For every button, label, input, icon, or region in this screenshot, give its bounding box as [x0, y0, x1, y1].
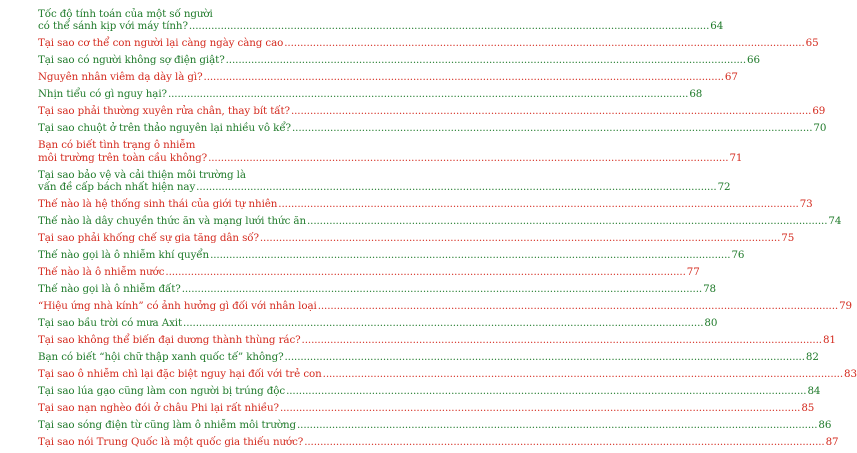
- dot-leader: [168, 88, 688, 100]
- toc-entry-title: Tại sao chuột ở trên thảo nguyên lại nhiều vô kể?: [38, 122, 291, 135]
- toc-entry-page-number: 81: [822, 334, 836, 347]
- toc-entry-title: Tại sao phải khống chế sự gia tăng dân số?: [38, 232, 259, 245]
- toc-entry: [38, 139, 743, 164]
- dot-leader: [286, 385, 806, 397]
- toc-entry-line: [38, 20, 724, 33]
- toc-entry: [38, 266, 700, 279]
- toc-entry-title: Tại sao sóng điện từ cũng làm ô nhiễm môi trường: [38, 419, 296, 432]
- toc-entry-title: Tại sao ô nhiễm chì lại đặc biệt nguy hại đối với trẻ con: [38, 368, 322, 381]
- toc-entry-title-lead: Tốc độ tính toán của một số người: [38, 8, 213, 20]
- toc-entry-line: [38, 334, 836, 347]
- dot-leader: [318, 300, 838, 312]
- toc-entry-title: Tại sao nói Trung Quốc là một quốc gia thiếu nước?: [38, 436, 304, 449]
- toc-entry-line: [38, 317, 718, 330]
- toc-entry-page-number: 80: [704, 317, 718, 330]
- toc-entry-title: môi trường trên toàn cầu không?: [38, 151, 208, 164]
- toc-entry: [38, 334, 836, 347]
- toc-entry-page-number: 75: [781, 232, 795, 245]
- dot-leader: [196, 181, 716, 193]
- toc-entry-page-number: 67: [724, 71, 738, 84]
- toc-entry: [38, 122, 827, 135]
- dot-leader: [278, 198, 798, 210]
- toc-entry-title-lead: Tại sao bảo vệ và cải thiện môi trường là: [38, 168, 246, 181]
- toc-entry-title: Thế nào là hệ thống sinh thái của giới tự nhiên: [38, 198, 278, 211]
- dot-leader: [204, 71, 724, 83]
- dot-leader: [304, 436, 824, 448]
- dot-leader: [302, 334, 822, 346]
- dot-leader: [291, 105, 811, 117]
- toc-entry-line: [38, 88, 703, 101]
- toc-entry-page-number: 79: [839, 300, 852, 313]
- toc-entry-page-number: 82: [805, 351, 819, 364]
- toc-entry: [38, 385, 821, 398]
- toc-entry-line: [38, 283, 716, 296]
- table-of-contents: [38, 8, 857, 453]
- toc-entry-line: [38, 105, 826, 118]
- toc-entry-title: vấn đề cấp bách nhất hiện nay: [38, 181, 196, 194]
- toc-entry-title-lead: Bạn có biết tình trạng ô nhiễm: [38, 139, 196, 152]
- toc-entry: [38, 54, 760, 67]
- toc-entry-title: Nhịn tiểu có gì nguy hại?: [38, 88, 167, 101]
- toc-entry: [38, 8, 724, 33]
- toc-entry-line: [38, 266, 700, 279]
- dot-leader: [285, 351, 805, 363]
- toc-entry-title: Thế nào là dây chuyền thức ăn và mạng lưới thức ăn: [38, 215, 306, 228]
- toc-entry-line: [38, 215, 842, 228]
- toc-entry-line: [38, 198, 813, 211]
- toc-entry-page-number: 70: [813, 122, 827, 135]
- dot-leader: [165, 266, 685, 278]
- toc-entry-page-number: 78: [703, 283, 716, 296]
- dot-leader: [292, 122, 812, 134]
- toc-entry: [38, 436, 839, 449]
- dot-leader: [307, 215, 827, 227]
- dot-leader: [284, 37, 804, 49]
- toc-entry: [38, 37, 819, 50]
- toc-entry: [38, 368, 857, 381]
- toc-entry-page-number: 76: [731, 249, 745, 262]
- toc-entry-page-number: 74: [828, 215, 842, 228]
- dot-leader: [280, 402, 800, 414]
- toc-entry-line: [38, 232, 795, 245]
- toc-entry-title: Tại sao bầu trời có mưa Axit: [38, 317, 183, 330]
- toc-entry-title: Tại sao phải thường xuyên rửa chân, thay bít tất?: [38, 105, 290, 118]
- toc-entry-line: [38, 436, 839, 449]
- dot-leader: [189, 20, 709, 32]
- toc-entry-title: “Hiệu ứng nhà kính” có ảnh hưởng gì đối với nhân loại: [38, 300, 317, 313]
- toc-entry: [38, 168, 731, 194]
- toc-entry-line: [38, 351, 819, 364]
- dot-leader: [297, 419, 817, 431]
- toc-entry: [38, 88, 703, 101]
- toc-entry-line: [38, 71, 738, 84]
- toc-entry-page-number: 83: [844, 368, 857, 381]
- dot-leader: [260, 232, 780, 244]
- toc-entry-line: [38, 151, 743, 164]
- toc-entry-title: Bạn có biết “hội chữ thập xanh quốc tế” không?: [38, 351, 284, 364]
- toc-entry: [38, 232, 795, 245]
- toc-entry-page-number: 77: [686, 266, 700, 279]
- toc-entry: [38, 71, 738, 84]
- toc-entry-page-number: 86: [818, 419, 832, 432]
- toc-entry-page-number: 66: [747, 54, 760, 67]
- toc-entry-page-number: 65: [805, 37, 819, 50]
- toc-entry-title: Thế nào là ô nhiễm nước: [38, 266, 165, 279]
- toc-entry-page-number: 73: [799, 198, 813, 211]
- toc-entry-title: Nguyên nhân viêm dạ dày là gì?: [38, 71, 203, 84]
- toc-entry-line: [38, 181, 731, 194]
- toc-entry-title: có thể sánh kịp với máy tính?: [38, 20, 188, 33]
- toc-entry-line: [38, 37, 819, 50]
- toc-entry: [38, 317, 718, 330]
- toc-entry: [38, 402, 815, 415]
- dot-leader: [226, 54, 746, 66]
- toc-entry: [38, 198, 813, 211]
- toc-entry-line: [38, 368, 857, 381]
- toc-entry-page-number: 71: [729, 151, 743, 164]
- dot-leader: [183, 317, 703, 329]
- toc-entry-title: Tại sao cơ thể con người lại càng ngày càng cao: [38, 37, 284, 50]
- toc-entry-line: [38, 385, 821, 398]
- toc-entry-line: [38, 419, 832, 432]
- toc-entry-title: Tại sao không thể biến đại dương thành thùng rác?: [38, 334, 301, 347]
- toc-entry-page-number: 85: [801, 402, 815, 415]
- dot-leader: [182, 283, 702, 295]
- toc-entry-page-number: 84: [807, 385, 821, 398]
- toc-entry-page-number: 69: [812, 105, 826, 118]
- dot-leader: [208, 152, 728, 164]
- toc-entry: [38, 419, 832, 432]
- toc-entry-line: [38, 402, 815, 415]
- toc-entry-page-number: 72: [717, 181, 731, 194]
- toc-entry-line: [38, 249, 745, 262]
- toc-entry: [38, 300, 852, 313]
- toc-entry-title: Thế nào gọi là ô nhiễm khí quyển: [38, 249, 210, 262]
- toc-entry-title: Tại sao lúa gạo cũng làm con người bị trúng độc: [38, 385, 286, 398]
- toc-entry-line: [38, 54, 760, 67]
- toc-entry-page-number: 64: [710, 20, 724, 33]
- toc-entry: [38, 283, 716, 296]
- toc-entry-line: [38, 300, 852, 313]
- toc-entry: [38, 215, 842, 228]
- toc-entry: [38, 249, 745, 262]
- toc-entry-page-number: 68: [689, 88, 703, 101]
- toc-entry-line: [38, 122, 827, 135]
- toc-entry: [38, 105, 826, 118]
- toc-entry: [38, 351, 819, 364]
- dot-leader: [210, 249, 730, 261]
- toc-entry-page-number: 87: [825, 436, 839, 449]
- toc-entry-title: Tại sao có người không sợ điện giật?: [38, 54, 225, 67]
- toc-entry-title: Thế nào gọi là ô nhiễm đất?: [38, 283, 181, 296]
- dot-leader: [323, 368, 843, 380]
- toc-entry-title: Tại sao nạn nghèo đói ở châu Phi lại rất nhiều?: [38, 402, 279, 415]
